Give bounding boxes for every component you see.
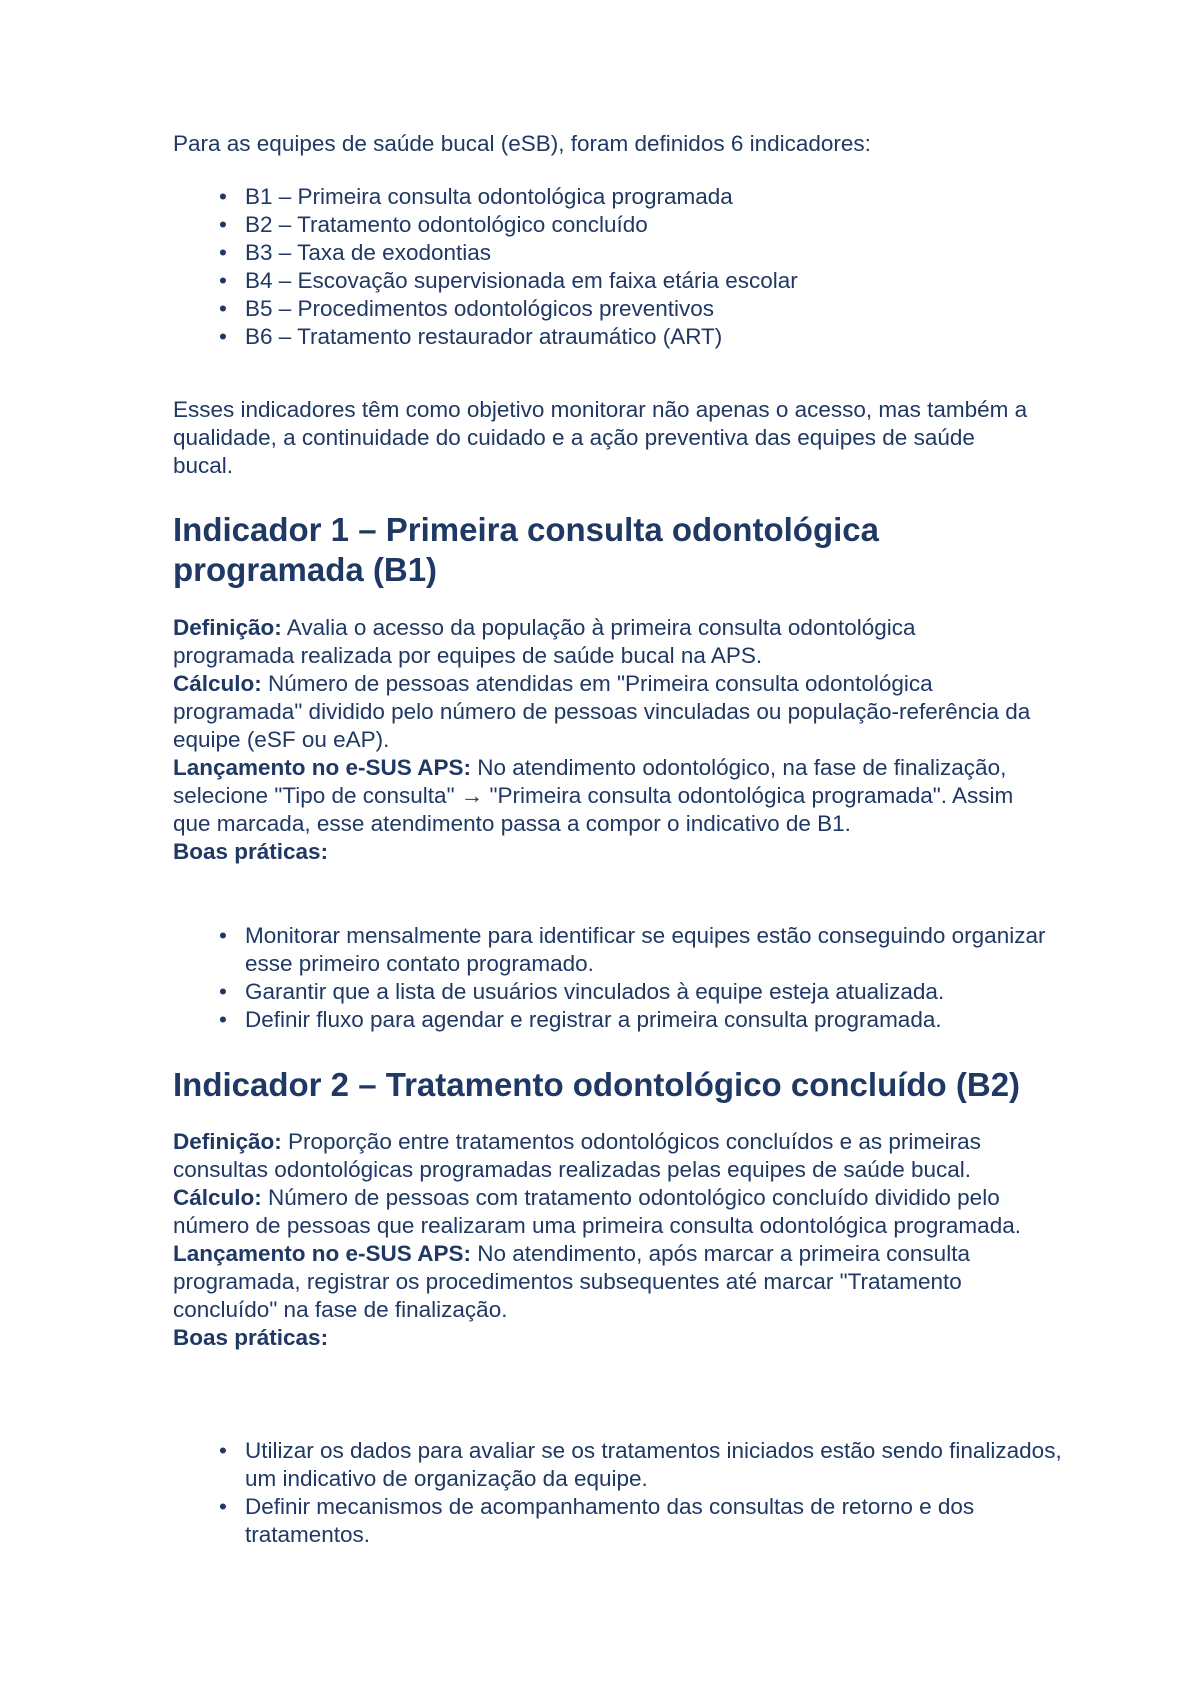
indicator1-practices-label: Boas práticas: — [173, 839, 329, 864]
indicator2-heading: Indicador 2 – Tratamento odontológico concluído (B2) — [173, 1066, 1021, 1103]
indicator2-calculation: Cálculo: Número de pessoas com tratamento odontológico concluído dividido pelo número de pessoas que realizaram uma primeira consulta odontológica programada. — [173, 1185, 1021, 1238]
indicator1-practices-list — [173, 922, 1073, 1034]
list-item: • Definir mecanismos de acompanhamento das consultas de retorno e dos tratamentos. — [173, 1493, 1073, 1549]
bullet-icon: • — [219, 296, 227, 321]
bullet-icon: • — [219, 240, 227, 265]
indicator1-heading: Indicador 1 – Primeira consulta odontológica programada (B1) — [173, 511, 879, 588]
list-item: • Garantir que a lista de usuários vinculados à equipe esteja atualizada. — [173, 978, 1073, 1006]
summary-paragraph: Esses indicadores têm como objetivo monitorar não apenas o acesso, mas também a qualidade, a continuidade do cuidado e a ação preventiva das equipes de saúde bucal. — [173, 397, 1028, 478]
list-item: • B2 – Tratamento odontológico concluído — [173, 211, 1073, 239]
bullet-icon: • — [219, 324, 227, 349]
indicator1-body — [173, 614, 1033, 866]
list-item: • Utilizar os dados para avaliar se os tratamentos iniciados estão sendo finalizados, um indicativo de organização da equipe. — [173, 1437, 1073, 1493]
list-item: • B3 – Taxa de exodontias — [173, 239, 1073, 267]
bullet-icon: • — [219, 979, 227, 1004]
bullet-icon: • — [219, 1494, 227, 1519]
indicator1-definition: Definição: Avalia o acesso da população à primeira consulta odontológica programada realizada por equipes de saúde bucal na APS. — [173, 615, 916, 668]
list-item: • B6 – Tratamento restaurador atraumático (ART) — [173, 323, 1073, 351]
indicator2-launch: Lançamento no e-SUS APS: No atendimento, após marcar a primeira consulta programada, registrar os procedimentos subsequentes até marcar "Tratamento concluído" na fase de finalização. — [173, 1241, 970, 1322]
indicator-list — [173, 183, 1073, 351]
bullet-icon: • — [219, 923, 227, 948]
indicator2-practices-label: Boas práticas: — [173, 1325, 329, 1350]
bullet-icon: • — [219, 212, 227, 237]
indicator2-practices-list — [173, 1437, 1073, 1549]
indicator2-definition: Definição: Proporção entre tratamentos odontológicos concluídos e as primeiras consultas odontológicas programadas realizadas pelas equipes de saúde bucal. — [173, 1129, 981, 1182]
indicator1-calculation: Cálculo: Número de pessoas atendidas em "Primeira consulta odontológica programada" dividido pelo número de pessoas vinculadas ou população-referência da equipe (eSF ou eAP). — [173, 671, 1031, 752]
bullet-icon: • — [219, 268, 227, 293]
list-item: • B1 – Primeira consulta odontológica programada — [173, 183, 1073, 211]
intro-paragraph: Para as equipes de saúde bucal (eSB), foram definidos 6 indicadores: — [173, 131, 871, 156]
list-item: • B4 – Escovação supervisionada em faixa etária escolar — [173, 267, 1073, 295]
list-item: • Definir fluxo para agendar e registrar a primeira consulta programada. — [173, 1006, 1073, 1034]
indicator2-body — [173, 1128, 1033, 1352]
indicator1-launch: Lançamento no e-SUS APS: No atendimento odontológico, na fase de finalização, selecione "Tipo de consulta" → "Primeira consulta odontológica programada". Assim que marcada, esse atendimento passa a compor o indicativo de B1. — [173, 755, 1014, 836]
list-item: • Monitorar mensalmente para identificar se equipes estão conseguindo organizar esse primeiro contato programado. — [173, 922, 1073, 978]
bullet-icon: • — [219, 184, 227, 209]
bullet-icon: • — [219, 1438, 227, 1463]
list-item: • B5 – Procedimentos odontológicos preventivos — [173, 295, 1073, 323]
bullet-icon: • — [219, 1007, 227, 1032]
